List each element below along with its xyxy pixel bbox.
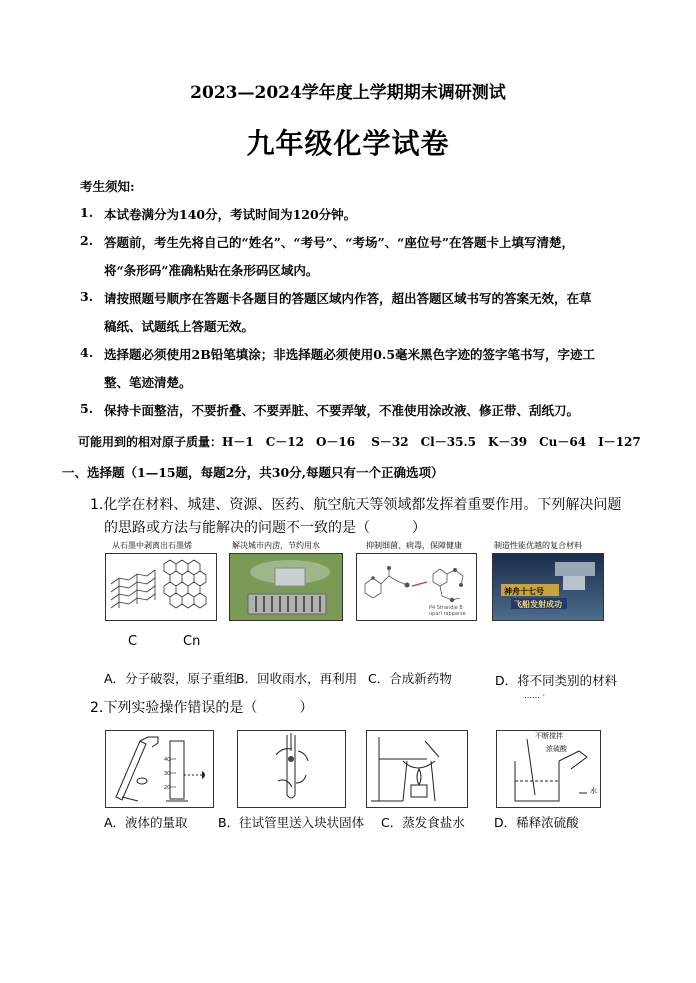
svg-text:30: 30 (164, 771, 171, 777)
q2-option-d[interactable]: D．稀释浓硫酸 (494, 815, 579, 830)
notice-item-4-num: 4. (80, 345, 94, 360)
q1-image-molecules (356, 553, 477, 621)
notice-heading: 考生须知: (80, 179, 135, 194)
q1-caption-d: 制造性能优越的复合材料 (494, 541, 582, 550)
notice-item-2-line-1: 答题前，考生先将自己的“姓名”、“考号”、“考场”、“座位号”在答题卡上填写清楚， (104, 235, 575, 250)
svg-text:uparl rapparse: uparl rapparse (429, 611, 466, 617)
svg-text:20: 20 (164, 785, 171, 791)
notice-item-5-num: 5. (80, 401, 94, 416)
q2-image-measure-liquid (105, 730, 214, 808)
q1-stem-line-2: 的思路或方法与能解决的问题不一致的是（ ） (104, 520, 426, 536)
q2-label-stir: 不断搅拌 (535, 732, 563, 740)
evaporating-dish-icon (367, 731, 467, 807)
notice-item-2-num: 2. (80, 233, 94, 248)
notice-item-3-line-2: 稿纸、试题纸上答题无效。 (104, 319, 255, 334)
q1-image-rain-drain (229, 553, 343, 621)
q1-option-b[interactable]: B．回收雨水，再利用 (236, 671, 358, 686)
q1-option-a[interactable]: A．分子破裂，原子重组 (104, 671, 238, 686)
q2-label-acid: 浓硫酸 (546, 745, 567, 753)
q1-caption-b: 解决城市内涝，节约用水 (232, 541, 320, 550)
q1-label-c: C (128, 634, 138, 649)
q1-option-d[interactable]: D．将不同类别的材料 (495, 673, 618, 688)
molecule-structure-icon (357, 554, 476, 620)
notice-item-2-line-2: 将“条形码”准确粘贴在条形码区域内。 (104, 263, 319, 278)
graduated-cylinder-icon (106, 731, 213, 807)
q1-banner-line-1: 神舟十七号 (504, 587, 544, 596)
q1-image-graphene (105, 553, 217, 621)
q1-banner-line-2: 飞船发射成功 (514, 600, 562, 609)
svg-text:40: 40 (164, 757, 171, 763)
graphene-illustration-icon (106, 554, 216, 620)
q2-option-a[interactable]: A．液体的量取 (104, 815, 188, 830)
q2-image-evaporation (366, 730, 468, 808)
exam-title: 九年级化学试卷 (246, 127, 450, 160)
notice-item-4-line-1: 选择题必须使用2B铅笔填涂；非选择题必须使用0.5毫米黑色字迹的签字笔书写，字迹工 (104, 347, 596, 362)
q1-option-c[interactable]: C．合成新药物 (368, 671, 452, 686)
notice-item-1-line-1: 本试卷满分为140分，考试时间为120分钟。 (104, 207, 357, 222)
q2-image-test-tube (237, 730, 346, 808)
notice-item-3-num: 3. (80, 289, 94, 304)
notice-item-4-line-2: 整、笔迹清楚。 (104, 375, 192, 390)
exam-subtitle: 2023—2024学年度上学期期末调研测试 (190, 83, 506, 103)
test-tube-icon (238, 731, 345, 807)
notice-item-1-num: 1. (80, 205, 94, 220)
svg-text:P4 Strandie B: P4 Strandie B (429, 605, 463, 611)
q1-caption-c: 抑制细菌、病毒，保障健康 (366, 541, 462, 550)
q1-label-cn: Cn (183, 634, 201, 649)
notice-item-3-line-1: 请按照题号顺序在答题卡各题目的答题区域内作答，超出答题区域书写的答案无效，在草 (104, 291, 592, 306)
section-1-heading: 一、选择题（1—15题，每题2分，共30分,每题只有一个正确选项） (62, 465, 444, 480)
atomic-masses: 可能用到的相对原子质量：H－1 C－12 O－16 S－32 Cl－35.5 K－39 Cu－64 I－127 (78, 435, 641, 449)
notice-item-5-line-1: 保持卡面整洁，不要折叠、不要弄脏、不要弄皱，不准使用涂改液、修正带、刮纸刀。 (104, 403, 580, 418)
q2-option-c[interactable]: C．蒸发食盐水 (381, 815, 465, 830)
q2-label-water: 水 (590, 787, 597, 795)
q2-option-b[interactable]: B．往试管里送入块状固体 (218, 815, 365, 830)
q1-option-d-continuation: …… · (524, 691, 546, 700)
q2-image-dilute-acid (496, 730, 601, 808)
q1-stem-line-1: 1.化学在材料、城建、资源、医药、航空航天等领域都发挥着重要作用。下列解决问题 (90, 497, 622, 513)
q1-caption-a: 从石墨中剥离出石墨烯 (112, 541, 192, 550)
beaker-icon (497, 731, 600, 807)
q2-stem: 2.下列实验操作错误的是（ ） (90, 700, 314, 716)
drain-grate-icon (230, 554, 342, 620)
